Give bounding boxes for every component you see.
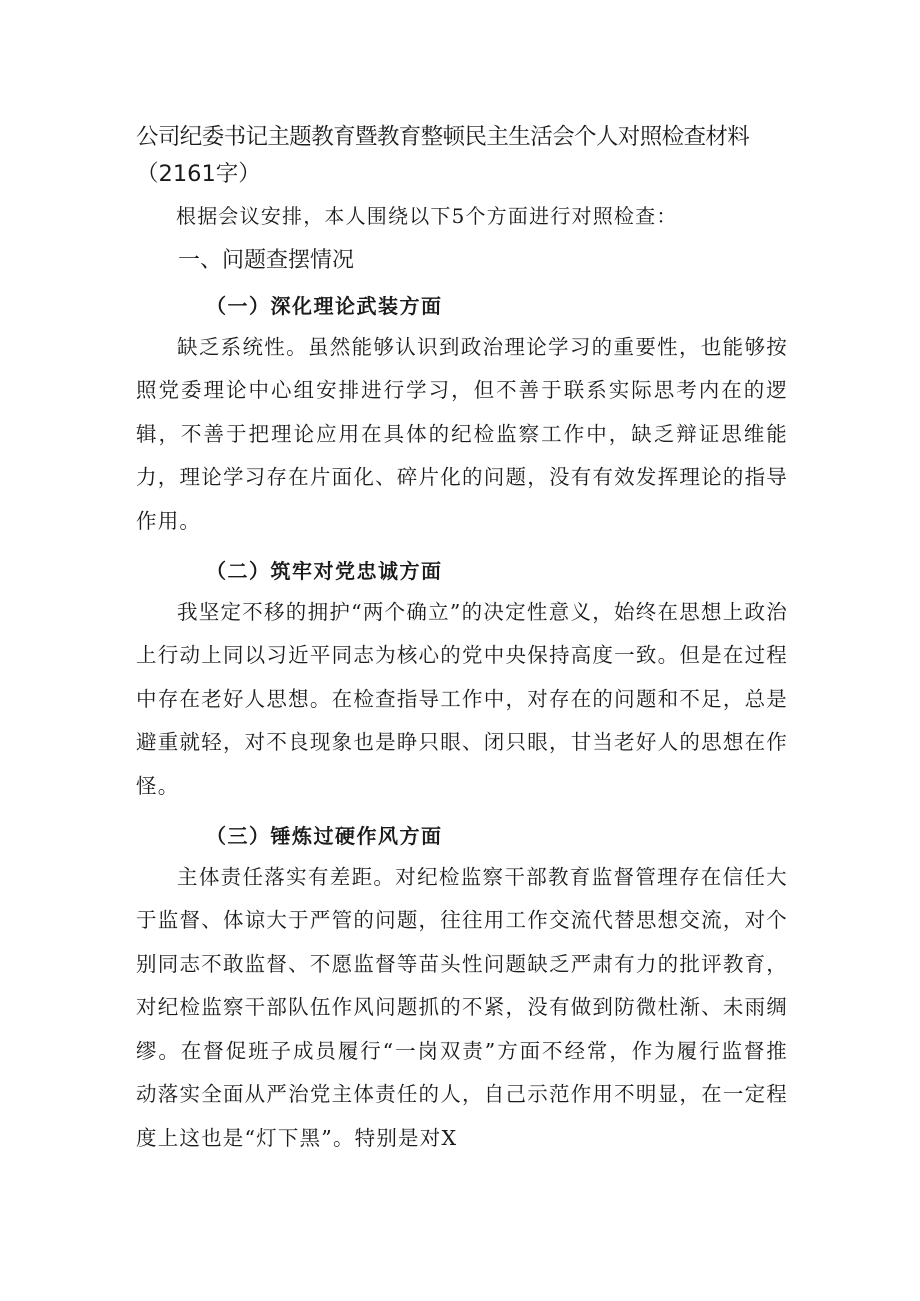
subsection-heading-loyalty: （二）筑牢对党忠诚方面 — [206, 559, 443, 584]
paragraph-theory: 缺乏系统性。虽然能够认识到政治理论学习的重要性，也能够按照党委理论中心组安排进行学习，但不善于联系实际思考内在的逻辑，不善于把理论应用在具体的纪检监察工作中，缺乏辩证思维能力，理论学习存在片面化、碎片化的问题，没有有效发挥理论的指导作用。 — [136, 335, 788, 533]
paragraph-style: 主体责任落实有差距。对纪检监察干部教育监督管理存在信任大于监督、体谅大于严管的问题，往往用工作交流代替思想交流，对个别同志不敢监督、不愿监督等苗头性问题缺乏严肃有力的批评教育，对纪检监察干部队伍作风问题抓的不紧，没有做到防微杜渐、未雨绸缪。在督促班子成员履行“一岗双责”方面不经常，作为履行监督推动落实全面从严治党主体责任的人，自己示范作用不明显，在一定程度上这也是“灯下黑”。特别是对X — [136, 865, 788, 1150]
document-title: 公司纪委书记主题教育暨教育整顿民主生活会个人对照检查材料 — [136, 124, 750, 150]
intro-paragraph: 根据会议安排，本人围绕以下5个方面进行对照检查： — [176, 204, 678, 228]
section-heading-problems: 一、问题查摆情况 — [178, 248, 355, 273]
subsection-heading-style: （三）锤炼过硬作风方面 — [206, 824, 443, 849]
subsection-heading-theory: （一）深化理论武装方面 — [206, 294, 443, 318]
paragraph-loyalty: 我坚定不移的拥护“两个确立”的决定性意义，始终在思想上政治上行动上同以习近平同志为核心的党中央保持高度一致。但是在过程中存在老好人思想。在检查指导工作中，对存在的问题和不足，总是避重就轻，对不良现象也是睁只眼、闭只眼，甘当老好人的思想在作怪。 — [136, 600, 788, 798]
document-body — [136, 118, 788, 1160]
word-count: （2161字） — [136, 161, 261, 187]
